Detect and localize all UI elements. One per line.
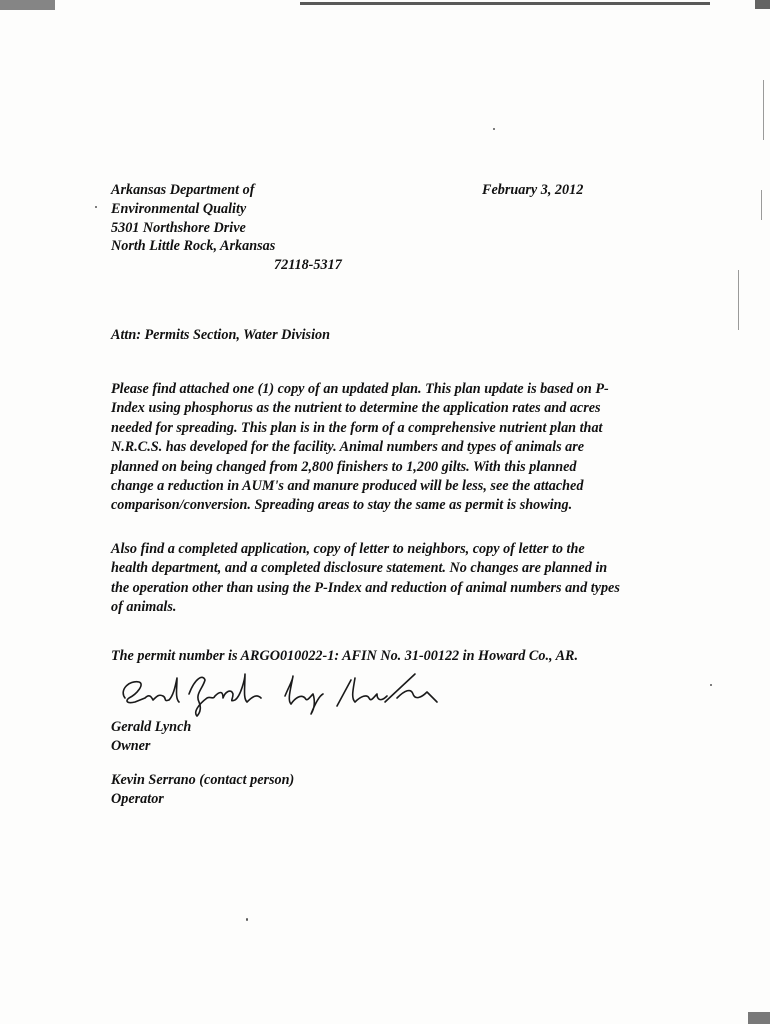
attention-line: Attn: Permits Section, Water Division: [111, 327, 331, 343]
letter-date: February 3, 2012: [482, 182, 584, 198]
paragraph-line: of animals.: [111, 599, 177, 616]
body-paragraph-1: [111, 380, 671, 516]
permit-number-line: The permit number is ARGO010022-1: AFIN No. 31-00122 in Howard Co., AR.: [111, 648, 579, 664]
paragraph-line: change a reduction in AUM's and manure produced will be less, see the attached: [111, 478, 584, 495]
scan-speck: [95, 206, 97, 208]
scan-speck: [246, 918, 248, 921]
paragraph-line: the operation other than using the P-Index and reduction of animal numbers and types: [111, 579, 620, 596]
paragraph-line: comparison/conversion. Spreading areas to stay the same as permit is showing.: [111, 497, 573, 514]
scan-edge-top-right: [755, 0, 770, 9]
scan-speck: [493, 128, 495, 130]
scan-edge-top: [300, 2, 710, 5]
paragraph-line: health department, and a completed disclosure statement. No changes are planned in: [111, 560, 608, 577]
paragraph-line: Index using phosphorus as the nutrient to determine the application rates and acres: [111, 400, 601, 417]
signatory-2-name: Kevin Serrano (contact person): [111, 772, 295, 788]
paragraph-line: planned on being changed from 2,800 finishers to 1,200 gilts. With this planned: [111, 458, 577, 475]
recipient-line-4: North Little Rock, Arkansas: [111, 238, 276, 254]
paragraph-line: Also find a completed application, copy of letter to neighbors, copy of letter to the: [111, 541, 585, 557]
signatory-2-title: Operator: [111, 791, 164, 807]
scan-edge-top-left: [0, 0, 55, 10]
paragraph-line: needed for spreading. This plan is in the form of a comprehensive nutrient plan that: [111, 419, 603, 436]
signatory-1-title: Owner: [111, 738, 151, 754]
paragraph-line: N.R.C.S. has developed for the facility. Animal numbers and types of animals are: [111, 439, 585, 456]
scan-edge-right-3: [738, 270, 739, 330]
recipient-line-1: Arkansas Department of: [111, 182, 255, 198]
paragraph-line: Please find attached one (1) copy of an updated plan. This plan update is based on P-: [111, 381, 609, 397]
recipient-line-2: Environmental Quality: [111, 201, 247, 217]
scan-edge-bottom-right: [748, 1012, 770, 1024]
scan-edge-right-2: [761, 190, 762, 220]
recipient-zip: 72118-5317: [274, 257, 342, 273]
body-paragraph-2: [111, 540, 671, 618]
handwritten-signature: [115, 668, 445, 720]
scan-speck: [710, 684, 712, 686]
signatory-1-name: Gerald Lynch: [111, 719, 192, 735]
scan-edge-right: [763, 80, 764, 140]
recipient-line-3: 5301 Northshore Drive: [111, 220, 246, 236]
